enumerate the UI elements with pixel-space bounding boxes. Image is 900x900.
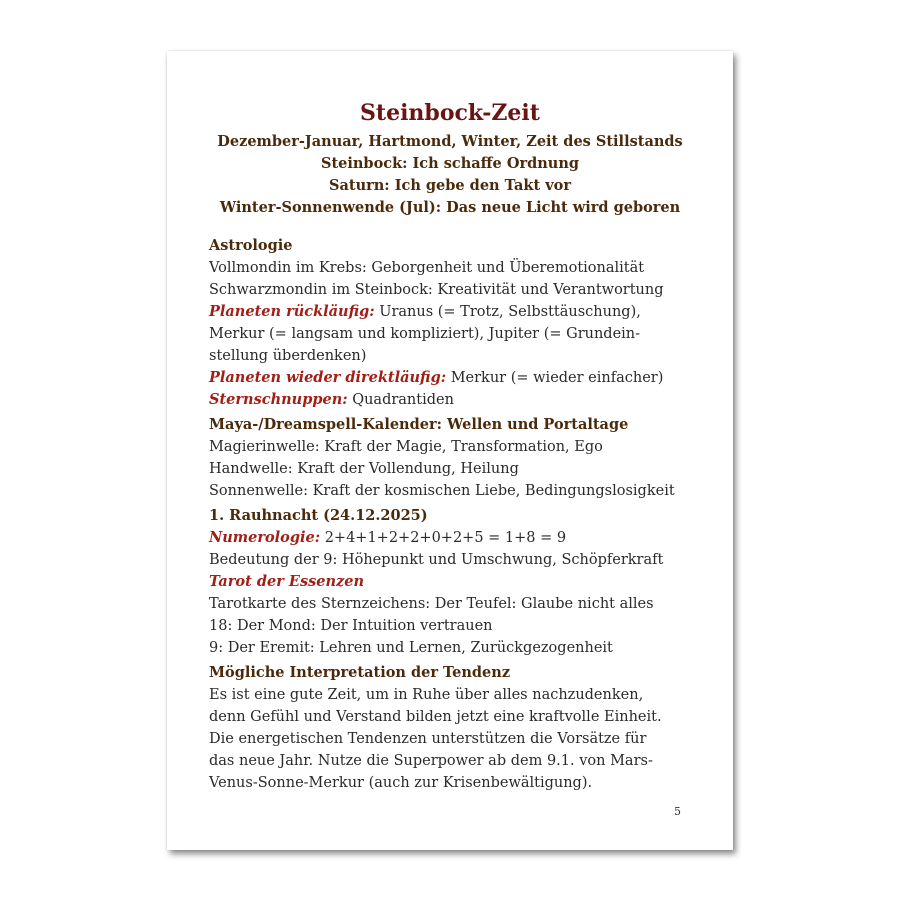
text-line: Venus-Sonne-Merkur (auch zur Krisenbewältigung). <box>209 775 593 791</box>
text-line: Sonnenwelle: Kraft der kosmischen Liebe, Bedingungslosigkeit <box>209 483 675 499</box>
section-astrologie <box>209 235 709 411</box>
text-line: stellung überdenken) <box>209 348 367 364</box>
subtitle-line: Steinbock: Ich schaffe Ordnung <box>320 155 579 172</box>
text-line <box>209 389 709 411</box>
section-rauhnacht <box>209 505 709 659</box>
text-line: denn Gefühl und Verstand bilden jetzt eine kraftvolle Einheit. <box>209 709 662 725</box>
inline-text: 2+4+1+2+2+0+2+5 = 1+8 = 9 <box>320 530 567 546</box>
text-line: Es ist eine gute Zeit, um in Ruhe über alles nachzudenken, <box>209 687 644 703</box>
inline-label: Planeten wieder direktläufig: <box>209 369 447 386</box>
subtitle-line: Winter-Sonnenwende (Jul): Das neue Licht wird geboren <box>219 199 681 216</box>
text-line <box>209 571 709 593</box>
text-line: Vollmondin im Krebs: Geborgenheit und Überemotionalität <box>209 260 645 276</box>
text-line: Magierinwelle: Kraft der Magie, Transformation, Ego <box>209 439 603 455</box>
text-line: Schwarzmondin im Steinbock: Kreativität und Verantwortung <box>209 282 664 298</box>
section-heading: Maya-/Dreamspell-Kalender: Wellen und Portaltage <box>209 416 629 433</box>
text-line: das neue Jahr. Nutze die Superpower ab dem 9.1. von Mars- <box>209 753 653 769</box>
section-heading: Mögliche Interpretation der Tendenz <box>209 664 511 681</box>
document-page <box>167 51 733 850</box>
page-content <box>209 235 709 794</box>
page-title: Steinbock-Zeit <box>360 100 540 126</box>
text-line <box>209 527 709 549</box>
text-line <box>209 301 709 323</box>
inline-text: Uranus (= Trotz, Selbsttäuschung), <box>374 304 641 320</box>
inline-label: Numerologie: <box>209 529 321 546</box>
subtitle-line: Dezember-Januar, Hartmond, Winter, Zeit des Stillstands <box>217 133 683 150</box>
text-line: 9: Der Eremit: Lehren und Lernen, Zurückgezogenheit <box>209 640 613 656</box>
text-line: Bedeutung der 9: Höhepunkt und Umschwung, Schöpferkraft <box>209 552 664 568</box>
page-header <box>167 99 733 219</box>
inline-label: Planeten rückläufig: <box>209 303 375 320</box>
inline-label: Tarot der Essenzen <box>209 573 365 590</box>
text-line: Merkur (= langsam und kompliziert), Jupiter (= Grundein- <box>209 326 641 342</box>
inline-label: Sternschnuppen: <box>209 391 348 408</box>
section-maya <box>209 414 709 502</box>
text-line: Die energetischen Tendenzen unterstützen die Vorsätze für <box>209 731 647 747</box>
text-line: Tarotkarte des Sternzeichens: Der Teufel: Glaube nicht alles <box>209 596 654 612</box>
inline-text: Merkur (= wieder einfacher) <box>446 370 664 386</box>
subtitle-line: Saturn: Ich gebe den Takt vor <box>329 177 571 194</box>
inline-text: Quadrantiden <box>347 392 454 408</box>
text-line <box>209 367 709 389</box>
page-number: 5 <box>674 805 681 818</box>
section-heading: 1. Rauhnacht (24.12.2025) <box>209 507 428 524</box>
section-interpretation <box>209 662 709 794</box>
text-line: Handwelle: Kraft der Vollendung, Heilung <box>209 461 519 477</box>
text-line: 18: Der Mond: Der Intuition vertrauen <box>209 618 493 634</box>
section-heading: Astrologie <box>209 237 293 254</box>
